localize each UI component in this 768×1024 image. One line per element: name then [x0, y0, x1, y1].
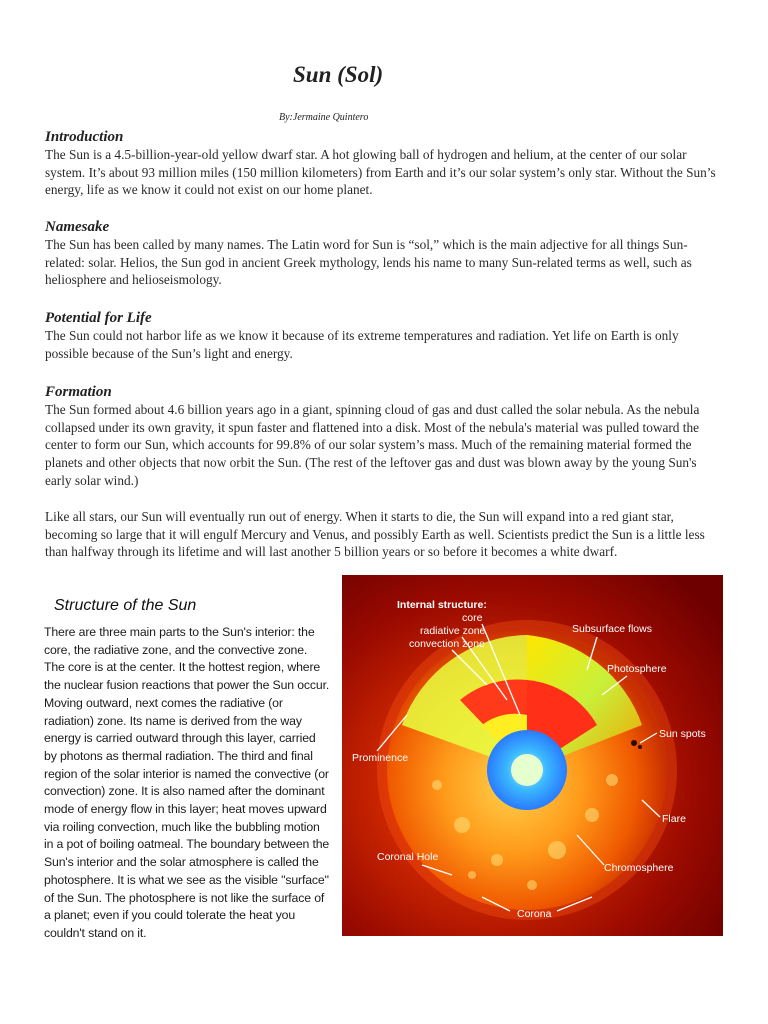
sun-structure-figure — [342, 575, 723, 936]
section-formation — [45, 383, 723, 490]
label-convection-zone: convection zone — [409, 638, 485, 650]
section-potential-for-life — [45, 309, 723, 362]
label-chromosphere: Chromosphere — [604, 862, 674, 874]
section-future — [45, 508, 723, 561]
section-introduction — [45, 128, 723, 199]
section-heading: Namesake — [45, 219, 110, 235]
label-radiative-zone: radiative zone — [420, 625, 486, 637]
label-prominence: Prominence — [352, 752, 409, 764]
label-sun-spots: Sun spots — [659, 728, 706, 740]
section-heading: Formation — [45, 384, 112, 400]
document-title: Sun (Sol) — [293, 62, 384, 87]
section-paragraph: The Sun is a 4.5-billion-year-old yellow dwarf star. A hot glowing ball of hydrogen and helium, at the center of our solar system. It’s about 93 million miles (150 million kilometers) from Earth and it’s our solar system’s only star. Without the Sun’s energy, life as we know it could not exist on our home planet. — [45, 147, 716, 198]
structure-heading: Structure of the Sun — [54, 597, 197, 614]
core-center — [511, 754, 543, 786]
label-subsurface-flows: Subsurface flows — [572, 623, 652, 635]
section-namesake — [45, 218, 723, 289]
label-photosphere: Photosphere — [607, 663, 667, 675]
section-heading: Potential for Life — [45, 310, 152, 326]
label-corona: Corona — [517, 908, 552, 920]
section-paragraph: The Sun could not harbor life as we know it because of its extreme temperatures and radiation. Yet life on Earth is only possible because of the Sun’s light and energy. — [45, 328, 679, 361]
sun-diagram — [342, 575, 723, 936]
section-paragraph: The Sun formed about 4.6 billion years ago in a giant, spinning cloud of gas and dust called the solar nebula. As the nebula collapsed under its own gravity, it spun faster and flattened into a disk. Most of the nebula's material was pulled toward the center to form our Sun, which accounts for 99.8% of our solar system’s mass. Much of the remaining material formed the planets and other objects that now orbit the Sun. (The rest of the leftover gas and dust was blown away by the young Sun's early solar wind.) — [45, 402, 700, 488]
future-paragraph: Like all stars, our Sun will eventually run out of energy. When it starts to die, the Sun will expand into a red giant star, becoming so large that it will engulf Mercury and Venus, and possibly Earth as well. Scientists predict the Sun is a little less than halfway through its lifetime and will last another 5 billion years or so before it becomes a white dwarf. — [45, 509, 705, 560]
label-flare: Flare — [662, 813, 686, 825]
structure-paragraph: There are three main parts to the Sun's interior: the core, the radiative zone, and the convective zone. The core is at the center. It the hottest region, where the nuclear fusion reactions that power the Sun occur. Moving outward, next comes the radiative (or radiation) zone. Its name is derived from the way energy is carried outward through this layer, carried by photons as thermal radiation. The third and final region of the solar interior is named the convective (or convection) zone. It is also named after the dominant mode of energy flow in this layer; heat moves upward via roiling convection, much like the bubbling motion in a pot of boiling oatmeal. The boundary between the Sun's interior and the solar atmosphere is called the photosphere. It is what we see as the visible "surface" of the Sun. The photosphere is not like the surface of a planet; even if you could tolerate the heat you couldn't stand on it. — [44, 625, 330, 940]
label-internal-structure: Internal structure: — [397, 599, 487, 611]
label-core: core — [462, 612, 483, 624]
byline: By:Jermaine Quintero — [279, 112, 369, 123]
section-paragraph: The Sun has been called by many names. The Latin word for Sun is “sol,” which is the main adjective for all things Sun-related: solar. Helios, the Sun god in ancient Greek mythology, lends his name to many Sun-related terms as well, such as heliosphere and helioseismology. — [45, 237, 692, 288]
section-heading: Introduction — [45, 129, 124, 145]
label-coronal-hole: Coronal Hole — [377, 851, 439, 863]
